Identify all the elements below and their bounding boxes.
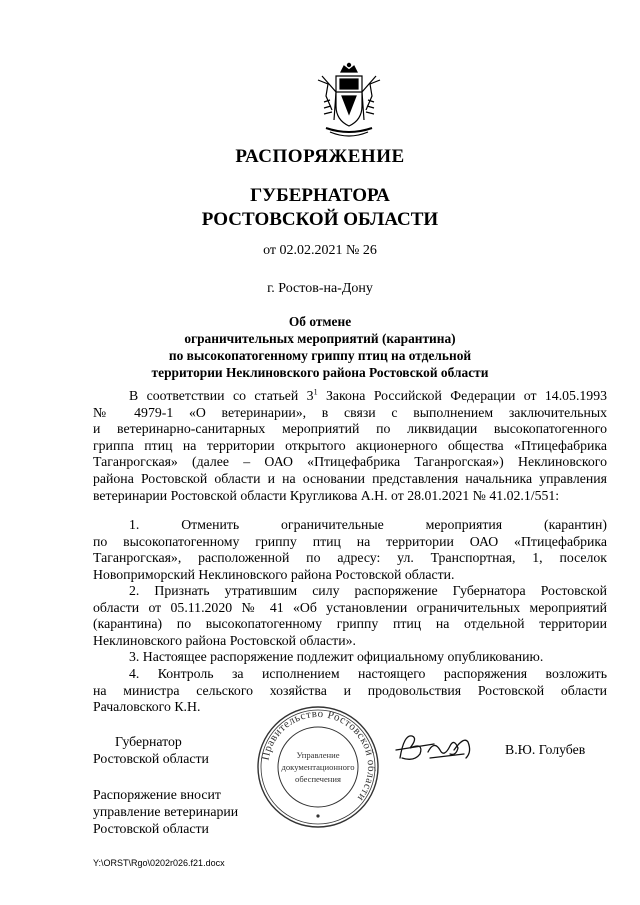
item-1-line-4: Новоприморский Неклиновского района Ростовской области. <box>93 566 455 582</box>
preamble-line-7: ветеринарии Ростовской области Кругликова А.Н. от 28.01.2021 № 41.02.1/551: <box>93 487 560 503</box>
document-title: РАСПОРЯЖЕНИЕ <box>235 146 405 167</box>
note-line-2: управление ветеринарии <box>93 804 239 819</box>
stamp-graphic <box>255 704 381 830</box>
stamp-inner-line-1: Управление <box>296 750 340 760</box>
subject-line-3: по высокопатогенному гриппу птиц на отдельной <box>168 348 472 363</box>
authority-line-2: РОСТОВСКОЙ ОБЛАСТИ <box>201 209 439 230</box>
preamble-line-3: и ветеринарно-санитарных мероприятий по ликвидации высокопатогенного <box>93 421 607 437</box>
stamp-inner-line-3: обеспечения <box>295 774 341 784</box>
item-2-line-4: Неклиновского района Ростовской области». <box>93 632 356 648</box>
article-superscript: 1 <box>313 388 318 397</box>
subject-line-2: ограничительных мероприятий (карантина) <box>184 331 456 346</box>
coat-of-arms-emblem <box>314 62 384 142</box>
note-line-1: Распоряжение вносит <box>93 787 221 802</box>
signatory-name: В.Ю. Голубев <box>505 742 586 757</box>
issuing-authority <box>0 184 640 232</box>
note-line-3: Ростовской области <box>93 821 209 836</box>
preamble-line-6: района Ростовской области и на основании представления начальника управления <box>93 470 607 486</box>
signatory-position-line-2: Ростовской области <box>93 751 209 766</box>
item-3-paragraph <box>93 649 607 666</box>
file-path-footer: Y:\ORST\Rgo\0202r026.f21.docx <box>93 858 225 868</box>
authority-line-1: ГУБЕРНАТОРА <box>250 185 390 206</box>
preamble-line-5: Таганрогская» (далее – ОАО «Птицефабрика Таганрогская») Неклиновского <box>93 454 607 470</box>
preamble-line-4: гриппа птиц на территории открытого акционерного общества «Птицефабрика <box>93 437 607 453</box>
preamble-line-2: № 4979-1 «О ветеринарии», в связи с выполнением заключительных <box>93 404 607 420</box>
subject-line-4: территории Неклиновского района Ростовской области <box>151 365 489 380</box>
item-1-paragraph <box>93 517 607 583</box>
preamble-line-1: В соответствии со статьей $3^1$ Закона Российской Федерации от 14.05.1993 <box>129 388 607 403</box>
signatory-position <box>93 733 209 767</box>
item-2-line-2: области от 05.11.2020 № 41 «Об установлении ограничительных мероприятий <box>93 599 607 615</box>
item-4-line-2: на министра сельского хозяйства и продовольствия Ростовской области <box>93 682 607 698</box>
stamp-inner-line-2: документационного <box>281 762 355 772</box>
item-1-line-3: Таганрогская», расположенной по адресу: ул. Транспортная, 1, поселок <box>93 550 607 566</box>
item-3-line-1: 3. Настоящее распоряжение подлежит официальному опубликованию. <box>129 649 544 664</box>
official-stamp <box>255 704 381 830</box>
item-1-line-1: 1. Отменить ограничительные мероприятия (карантин) <box>129 517 607 532</box>
item-2-line-3: (карантина) по высокопатогенному гриппу птиц на отдельной территории <box>93 616 607 632</box>
submission-note <box>93 786 238 837</box>
item-2-paragraph <box>93 583 607 649</box>
stamp-ring-text: Правительство Ростовской области <box>259 707 378 804</box>
preamble-paragraph <box>93 388 607 504</box>
item-4-line-1: 4. Контроль за исполнением настоящего распоряжения возложить <box>129 666 607 681</box>
document-date-number: от 02.02.2021 № 26 <box>263 243 377 258</box>
document-city: г. Ростов-на-Дону <box>267 281 373 296</box>
signatory-position-line-1: Губернатор <box>115 734 182 749</box>
document-subject <box>0 313 640 381</box>
item-1-line-2: по высокопатогенному гриппу птиц на территории ОАО «Птицефабрика <box>93 533 607 549</box>
handwritten-signature <box>394 728 498 766</box>
item-2-line-1: 2. Признать утратившим силу распоряжение Губернатора Ростовской <box>129 583 607 598</box>
item-4-line-3: Рачаловского К.Н. <box>93 699 201 715</box>
subject-line-1: Об отмене <box>288 314 352 329</box>
